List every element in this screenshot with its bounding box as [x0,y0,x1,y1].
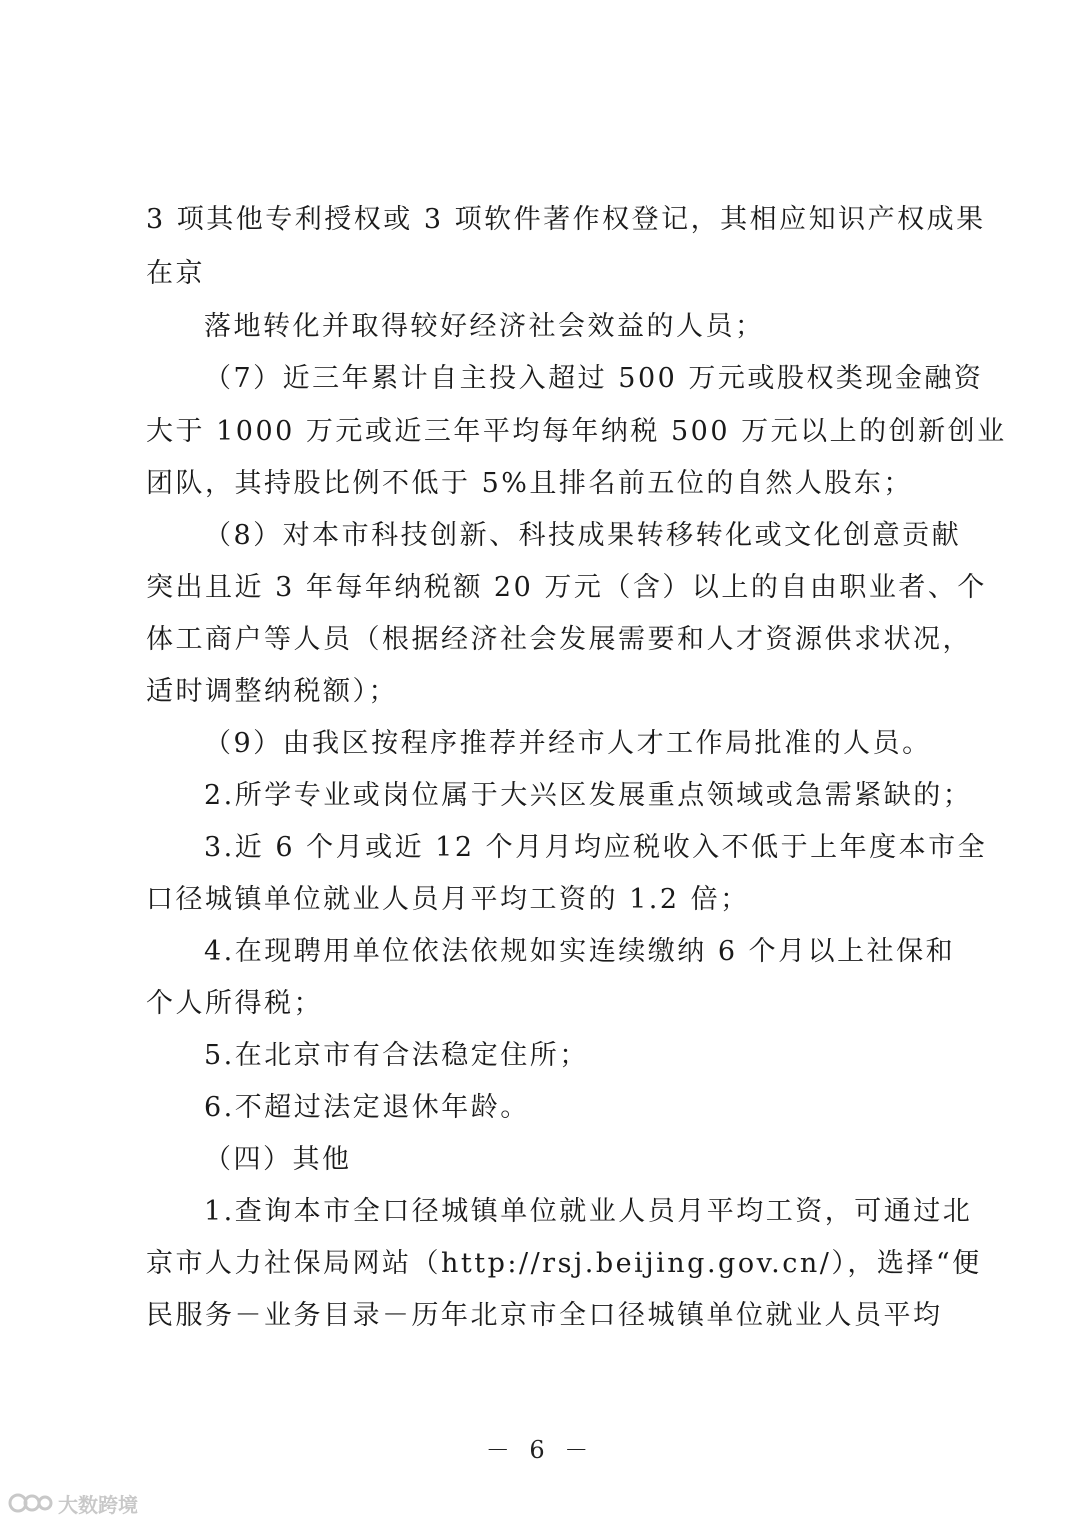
body-line: 团队，其持股比例不低于 5%且排名前五位的自然人股东； [146,468,913,499]
watermark-logo-icon [8,1490,54,1516]
watermark [8,1488,138,1518]
body-line: 6.不超过法定退休年龄。 [204,1092,530,1123]
body-line: 口径城镇单位就业人员月平均工资的 1.2 倍； [146,884,750,915]
body-line: 3 项其他专利授权或 3 项软件著作权登记，其相应知识产权成果 [146,204,986,235]
body-line: 在京 [146,258,205,289]
body-line: 个人所得税； [146,988,323,1019]
body-line: 落地转化并取得较好经济社会效益的人员； [204,311,765,342]
body-line: （7）近三年累计自主投入超过 500 万元或股权类现金融资 [204,363,984,394]
body-line: 2.所学专业或岗位属于大兴区发展重点领域或急需紧缺的； [204,780,973,811]
body-line: 大于 1000 万元或近三年平均每年纳税 500 万元以上的创新创业 [146,416,1007,447]
body-line: 1.查询本市全口径城镇单位就业人员月平均工资，可通过北 [204,1196,973,1227]
body-line: 突出且近 3 年每年纳税额 20 万元（含）以上的自由职业者、个 [146,572,987,603]
page-number: － 6 － [485,1436,595,1464]
body-line: （8）对本市科技创新、科技成果转移转化或文化创意贡献 [204,520,962,551]
body-line: 3.近 6 个月或近 12 个月月均应税收入不低于上年度本市全 [204,832,988,863]
body-line: 民服务－业务目录－历年北京市全口径城镇单位就业人员平均 [146,1300,943,1331]
body-line: 适时调整纳税额）； [146,676,398,707]
body-line: 京市人力社保局网站（http://rsj.beijing.gov.cn/），选择“便 [146,1248,982,1279]
body-line: 体工商户等人员（根据经济社会发展需要和人才资源供求状况， [146,624,972,655]
section-heading: （四）其他 [204,1144,352,1175]
body-line: （9）由我区按程序推荐并经市人才工作局批准的人员。 [204,728,932,759]
body-line: 5.在北京市有合法稳定住所； [204,1040,589,1071]
body-line: 4.在现聘用单位依法依规如实连续缴纳 6 个月以上社保和 [204,936,956,967]
watermark-text: 大数跨境 [58,1492,138,1517]
